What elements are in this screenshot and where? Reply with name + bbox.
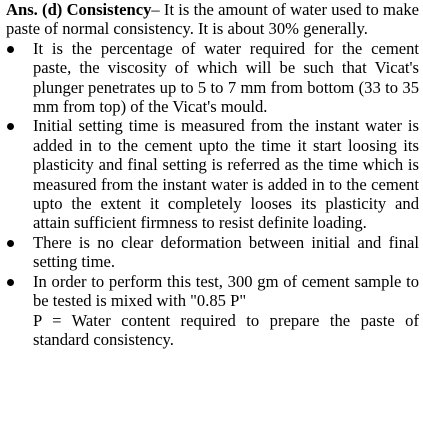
bullet-icon <box>7 240 14 247</box>
bullet-text: There is no clear deformation between initial and final setting time. <box>33 232 419 272</box>
bullet-text: It is the percentage of water required for the cement paste, the viscosity of which will be such that Vicat's plunger penetrates up to 5 to 7 mm from bottom (33 to 35 mm from top) of the Vicat's mould. <box>33 38 419 117</box>
bullet-icon <box>7 123 14 130</box>
bullet-icon <box>7 46 14 53</box>
answer-text: It is the amount of water used to make paste of normal consistency. It is about 30% generally. <box>6 0 419 39</box>
bullet-list <box>4 39 419 350</box>
bullet-text: In order to perform this test, 300 gm of cement sample to be tested is mixed with "0.85 P" <box>33 271 419 311</box>
answer-dash: – <box>151 0 160 19</box>
bullet-text: Initial setting time is measured from the instant water is added in to the cement upto the time it start loosing its plasticity and final setting is referred as the time which is measured from the instant water is added in to the cement upto the extent it completely looses its plasticity and attain sufficient firmness to resist definite loading. <box>33 116 419 233</box>
list-item <box>4 39 419 117</box>
answer-paragraph <box>6 0 419 39</box>
bullet-icon <box>7 279 14 286</box>
answer-heading: Ans. (d) Consistency <box>6 0 152 19</box>
list-item <box>4 116 419 232</box>
bullet-subtext: P = Water content required to prepare the paste of standard consistency. <box>33 310 419 349</box>
list-item <box>4 233 419 272</box>
list-item <box>4 272 419 350</box>
